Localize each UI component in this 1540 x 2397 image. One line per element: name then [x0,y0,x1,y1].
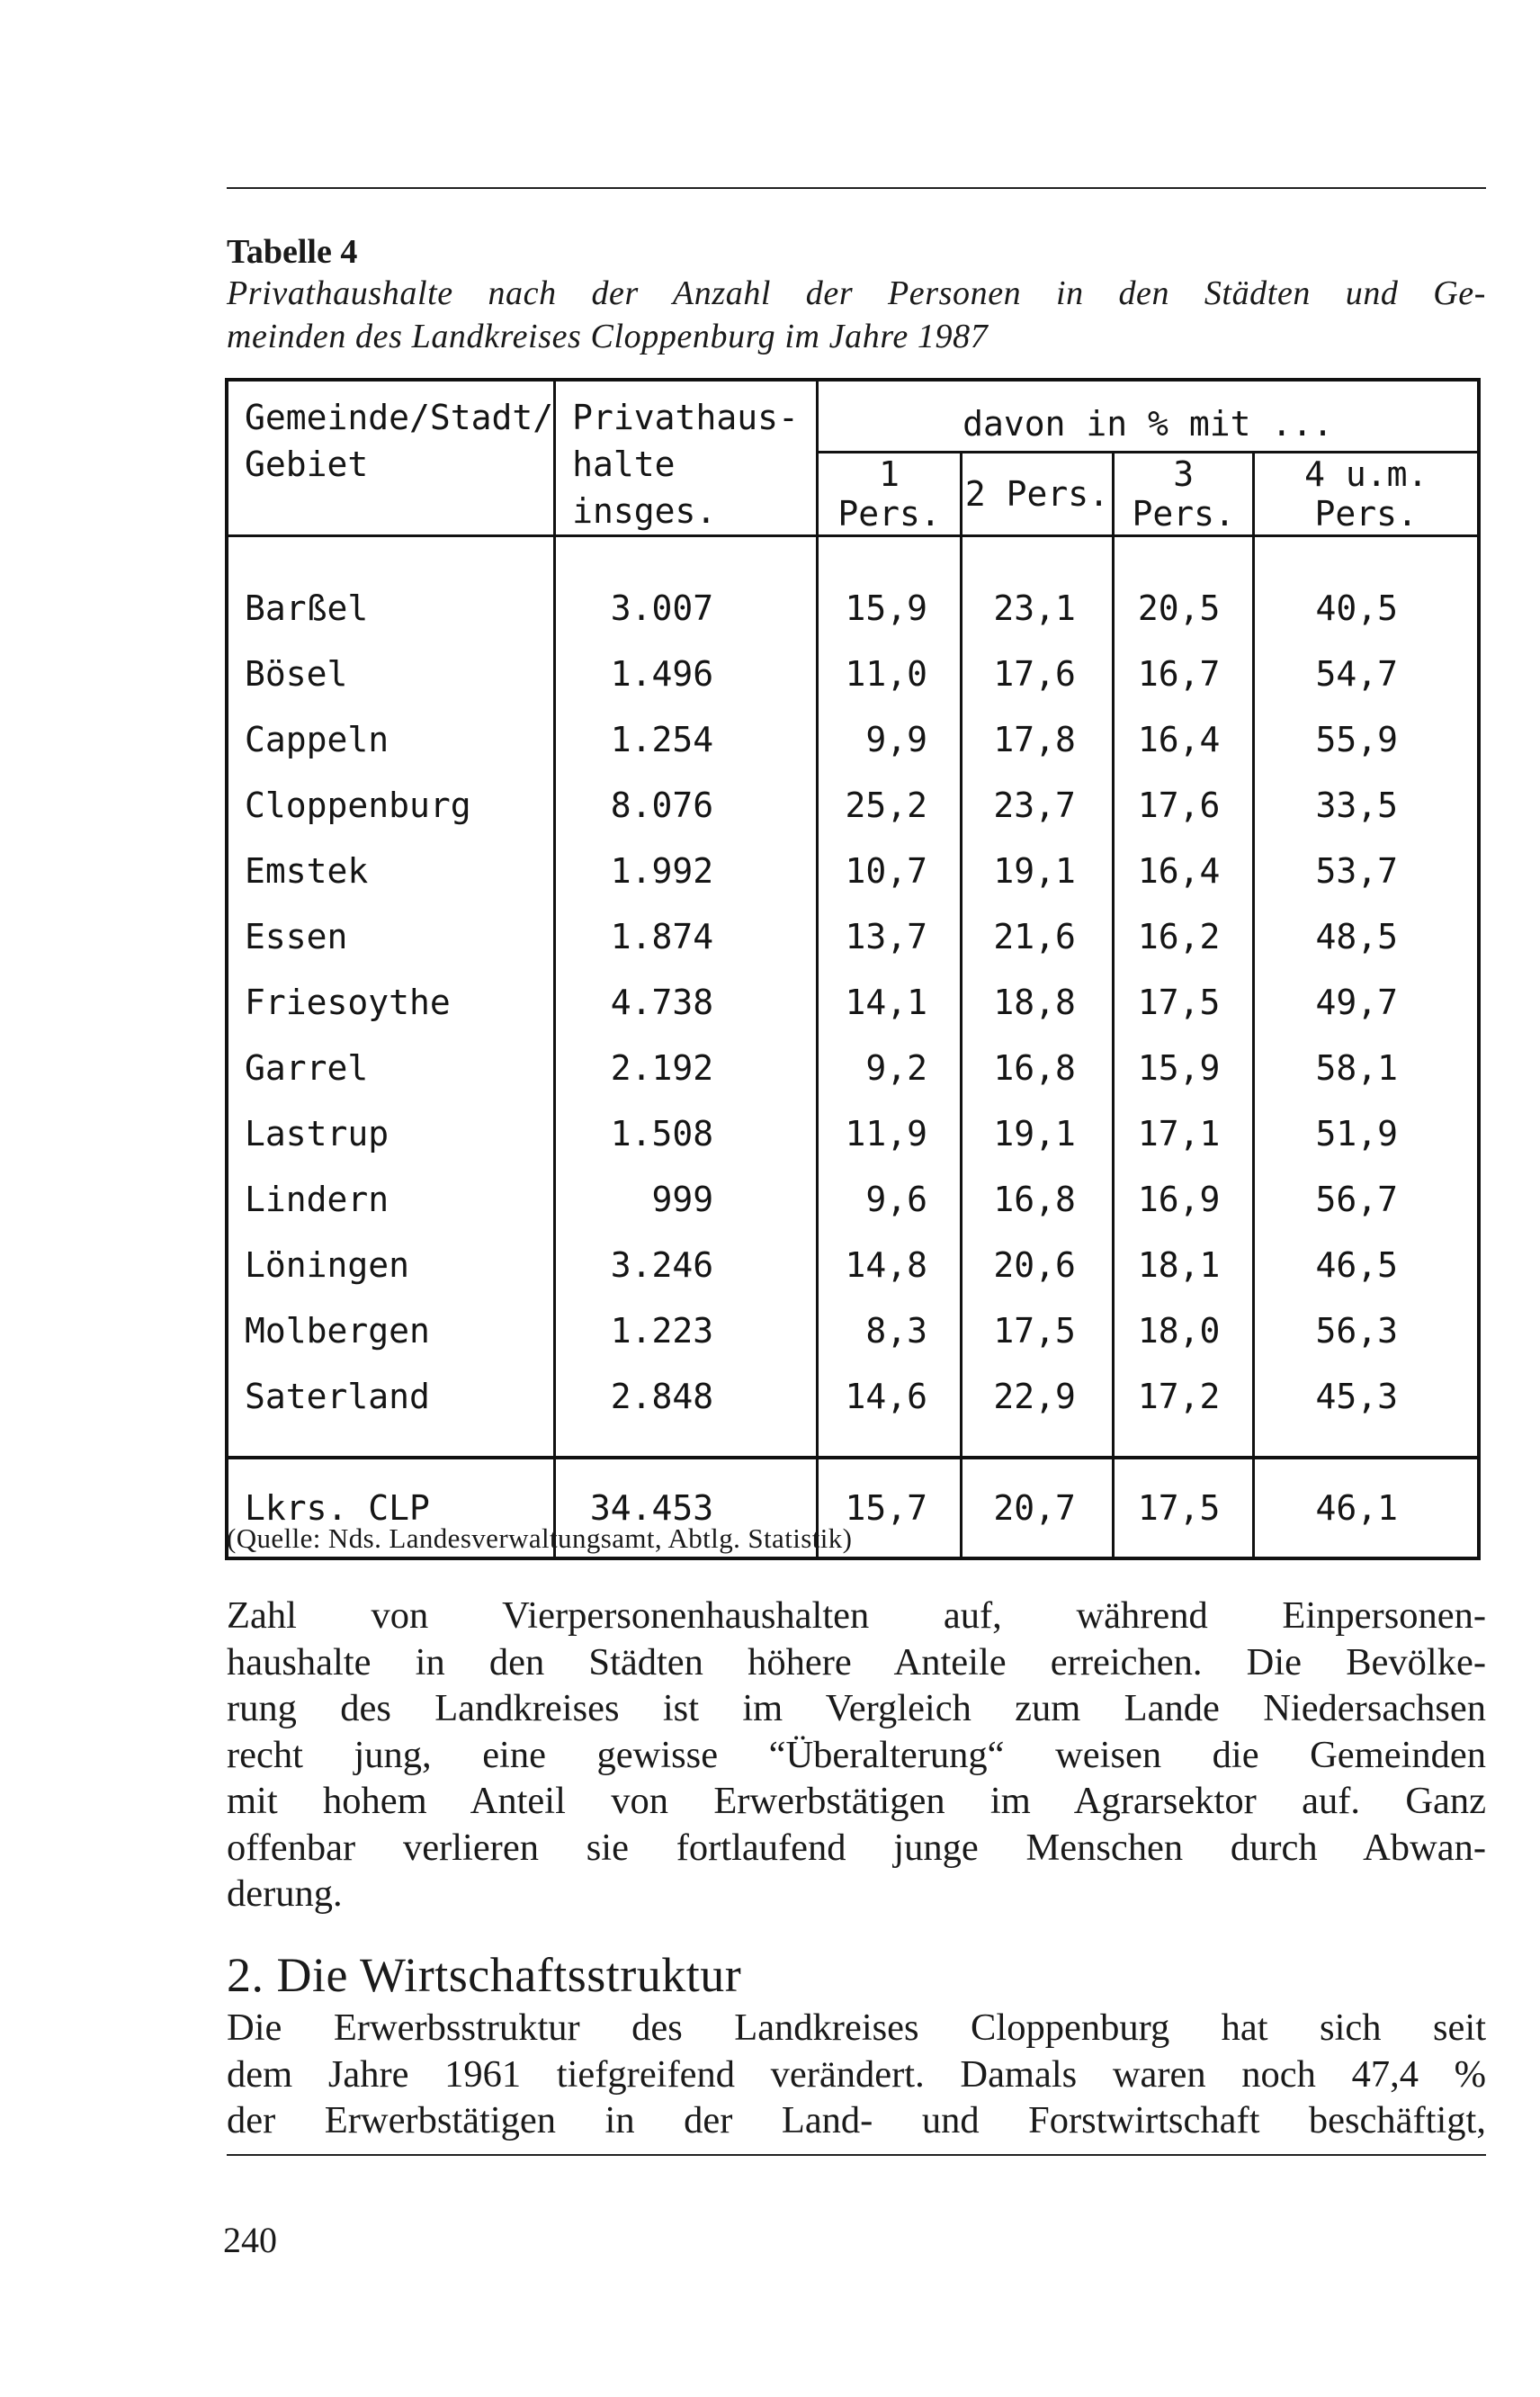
cell-2-persons: 23,7 [962,772,1114,838]
cell-1-person: 15,9 [818,575,962,641]
cell-households-total: 1.992 [555,838,818,903]
cell-municipality: Garrel [228,1035,555,1100]
cell-households-total: 8.076 [555,772,818,838]
header-1-person: 1 Pers. [818,453,962,534]
page-number: 240 [223,2220,277,2260]
cell-3-persons: 16,4 [1113,838,1254,903]
table-row [228,575,1477,641]
cell-municipality: Molbergen [228,1297,555,1363]
paragraph [227,1593,1486,1917]
paragraph-line: rung des Landkreises ist im Vergleich zum Lande Niedersachsen [227,1687,1486,1729]
cell-3-persons: 16,2 [1113,903,1254,969]
cell-4-plus-persons: 55,9 [1315,719,1398,759]
cell-municipality: Lindern [228,1166,555,1232]
cell-2-persons: 19,1 [962,838,1114,903]
header-2-persons: 2 Pers. [962,453,1114,534]
cell-4-plus-persons: 49,7 [1315,982,1398,1022]
table-row [228,969,1477,1035]
section-paragraph [227,2005,1486,2144]
total-1-person: 15,7 [818,1458,962,1557]
cell-3-persons: 17,6 [1113,772,1254,838]
paragraph-line: mit hohem Anteil von Erwerbstätigen im Agrarsektor auf. Ganz [227,1780,1486,1822]
cell-4-plus-persons: 48,5 [1315,916,1398,956]
table-row [228,1100,1477,1166]
section-line: dem Jahre 1961 tiefgreifend verändert. Damals waren noch 47,4 % [227,2052,1486,2096]
cell-3-persons: 17,2 [1113,1363,1254,1429]
cell-households-total: 2.192 [555,1035,818,1100]
cell-municipality: Cloppenburg [228,772,555,838]
cell-3-persons: 17,5 [1113,969,1254,1035]
header-households-line2: halte insges. [572,444,717,531]
header-municipality [228,382,555,534]
cell-2-persons: 19,1 [962,1100,1114,1166]
cell-households-total: 4.738 [555,969,818,1035]
cell-households-total: 2.848 [555,1363,818,1429]
cell-4-plus-persons: 54,7 [1315,653,1398,694]
total-3-persons: 17,5 [1113,1458,1254,1557]
table-row [228,641,1477,706]
paragraph-line: recht jung, eine gewisse “Überalterung“ weisen die Gemeinden [227,1733,1486,1776]
total-households: 34.453 [555,1458,818,1557]
cell-households-total: 1.874 [555,903,818,969]
cell-households-total: 3.007 [555,575,818,641]
section-line: Die Erwerbsstruktur des Landkreises Cloppenburg hat sich seit [227,2006,1486,2049]
cell-4-plus-persons: 51,9 [1315,1113,1398,1154]
cell-households-total: 3.246 [555,1232,818,1297]
header-households-line1: Privathaus- [572,398,799,437]
cell-municipality: Löningen [228,1232,555,1297]
cell-4-plus-persons: 56,7 [1315,1179,1398,1219]
cell-municipality: Emstek [228,838,555,903]
cell-1-person: 11,0 [818,641,962,706]
paragraph-line: haushalte in den Städten höhere Anteile erreichen. Die Bevölke- [227,1640,1486,1683]
cell-2-persons: 16,8 [962,1166,1114,1232]
cell-4-plus-persons: 45,3 [1315,1376,1398,1416]
cell-households-total: 1.496 [555,641,818,706]
table-title-line: meinden des Landkreises Cloppenburg im Jahre 1987 [227,318,989,355]
table-row [228,706,1477,772]
cell-3-persons: 18,1 [1113,1232,1254,1297]
cell-3-persons: 15,9 [1113,1035,1254,1100]
cell-4-plus-persons: 40,5 [1315,588,1398,628]
total-2-persons: 20,7 [962,1458,1114,1557]
table-row [228,772,1477,838]
header-group-share: davon in % mit ... [962,403,1333,444]
cell-3-persons: 16,7 [1113,641,1254,706]
cell-2-persons: 23,1 [962,575,1114,641]
cell-2-persons: 17,5 [962,1297,1114,1363]
cell-municipality: Bösel [228,641,555,706]
paragraph-line: Zahl von Vierpersonenhaushalten auf, während Einpersonen- [227,1594,1486,1637]
cell-2-persons: 20,6 [962,1232,1114,1297]
cell-municipality: Lastrup [228,1100,555,1166]
cell-2-persons: 17,6 [962,641,1114,706]
cell-3-persons: 18,0 [1113,1297,1254,1363]
cell-households-total: 1.254 [555,706,818,772]
cell-municipality: Friesoythe [228,969,555,1035]
table-row [228,1232,1477,1297]
cell-1-person: 9,9 [818,706,962,772]
cell-1-person: 8,3 [818,1297,962,1363]
header-municipality-line2: Gebiet [245,444,369,484]
cell-households-total: 1.223 [555,1297,818,1363]
cell-2-persons: 17,8 [962,706,1114,772]
cell-2-persons: 16,8 [962,1035,1114,1100]
table-row [228,1166,1477,1232]
cell-3-persons: 20,5 [1113,575,1254,641]
cell-1-person: 14,1 [818,969,962,1035]
cell-1-person: 9,6 [818,1166,962,1232]
cell-households-total: 1.508 [555,1100,818,1166]
cell-households-total: 999 [555,1166,818,1232]
table-row [228,1035,1477,1100]
cell-3-persons: 16,9 [1113,1166,1254,1232]
cell-4-plus-persons: 46,5 [1315,1244,1398,1285]
cell-2-persons: 18,8 [962,969,1114,1035]
cell-1-person: 25,2 [818,772,962,838]
cell-1-person: 14,8 [818,1232,962,1297]
section-line: der Erwerbstätigen in der Land- und Forstwirtschaft beschäftigt, [227,2099,1486,2141]
cell-4-plus-persons: 33,5 [1315,785,1398,825]
total-4-plus-persons: 46,1 [1315,1488,1398,1528]
bottom-rule [227,2154,1486,2156]
cell-municipality: Barßel [228,575,555,641]
cell-3-persons: 17,1 [1113,1100,1254,1166]
table-row [228,838,1477,903]
table-title [227,272,1486,358]
cell-1-person: 10,7 [818,838,962,903]
cell-1-person: 9,2 [818,1035,962,1100]
table-caption [227,232,1486,358]
section-heading: 2. Die Wirtschaftsstruktur [227,1948,742,2002]
table-row [228,1297,1477,1363]
header-3-persons: 3 Pers. [1113,453,1254,534]
table-row [228,903,1477,969]
cell-municipality: Essen [228,903,555,969]
cell-4-plus-persons: 56,3 [1315,1310,1398,1351]
header-households-total [555,382,818,534]
paragraph-line: offenbar verlieren sie fortlaufend junge Menschen durch Abwan- [227,1826,1486,1869]
cell-4-plus-persons: 53,7 [1315,850,1398,891]
table-source: (Quelle: Nds. Landesverwaltungsamt, Abtlg. Statistik) [227,1522,853,1554]
table-row [228,1363,1477,1429]
table-title-line: Privathaushalte nach der Anzahl der Personen in den Städten und Ge- [227,274,1486,312]
cell-2-persons: 21,6 [962,903,1114,969]
top-rule [227,187,1486,189]
cell-3-persons: 16,4 [1113,706,1254,772]
cell-1-person: 13,7 [818,903,962,969]
cell-1-person: 14,6 [818,1363,962,1429]
cell-4-plus-persons: 58,1 [1315,1047,1398,1088]
header-4-plus-persons: 4 u.m. Pers. [1254,453,1477,534]
cell-2-persons: 22,9 [962,1363,1114,1429]
paragraph-line: derung. [227,1872,343,1915]
cell-municipality: Saterland [228,1363,555,1429]
cell-1-person: 11,9 [818,1100,962,1166]
cell-municipality: Cappeln [228,706,555,772]
household-table [225,378,1481,1560]
total-name: Lkrs. CLP [228,1458,555,1557]
header-municipality-line1: Gemeinde/Stadt/ [245,398,554,437]
table-label: Tabelle 4 [227,233,358,271]
